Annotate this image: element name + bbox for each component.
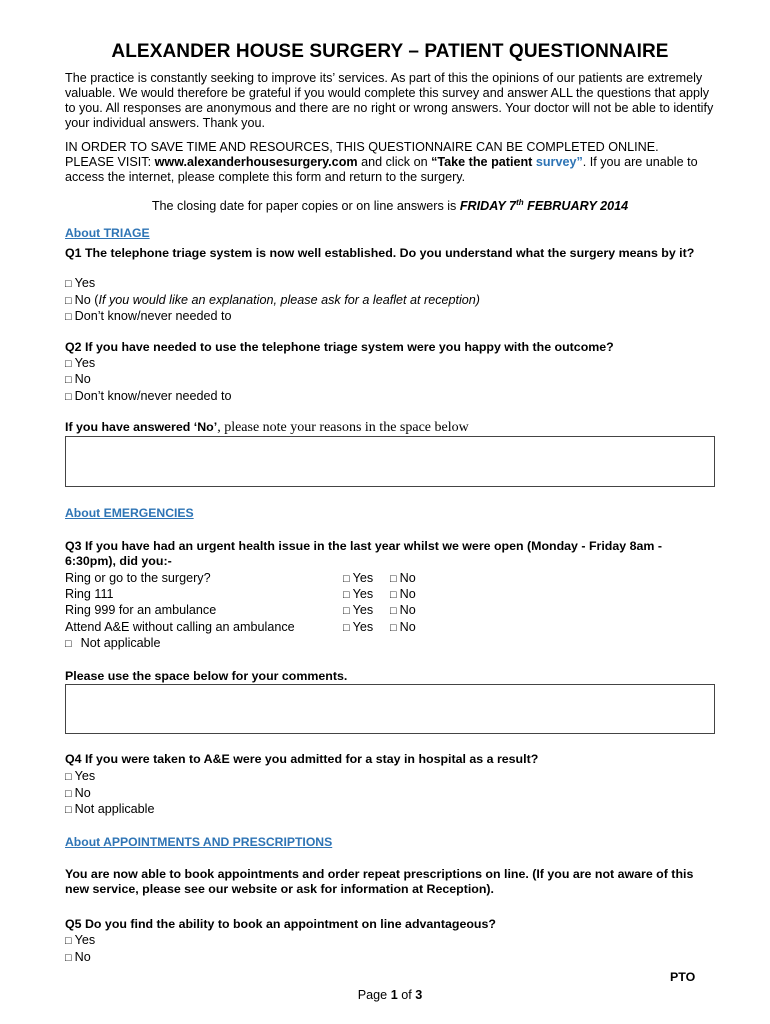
q1-question: Q1 The telephone triage system is now well established. Do you understand what the surgery means by it? xyxy=(65,246,695,260)
checkbox-icon[interactable]: □ xyxy=(390,605,397,617)
page-footer xyxy=(65,988,715,1002)
followup-bold: If you have answered ‘No’ xyxy=(65,420,218,434)
section-appointments: About APPOINTMENTS AND PRESCRIPTIONS xyxy=(65,835,333,849)
q1-option-yes[interactable] xyxy=(65,276,95,290)
q3-row-no[interactable] xyxy=(390,620,416,634)
online-rest-text: . If you are unable to access the internet, please complete this form and return to the surgery. xyxy=(65,155,698,184)
closing-day: FRIDAY 7 xyxy=(459,199,517,214)
yes-label: Yes xyxy=(352,620,374,634)
q3-row-no[interactable] xyxy=(390,571,416,585)
q3-question: Q3 If you have had an urgent health issue in the last year whilst we were open (Monday - Friday 8am - 6:30pm), did you:- xyxy=(65,539,662,568)
click-on-text: and click on xyxy=(357,155,432,169)
website-link[interactable]: www.alexanderhousesurgery.com xyxy=(154,155,358,169)
footer-of-word: of xyxy=(397,988,416,1002)
checkbox-icon[interactable]: □ xyxy=(390,622,397,634)
q3-row-label: Ring 111 xyxy=(65,587,114,601)
q3-row-no[interactable] xyxy=(390,603,416,617)
checkbox-icon[interactable]: □ xyxy=(390,573,397,585)
q5-option-yes[interactable] xyxy=(65,933,95,947)
checkbox-icon[interactable]: □ xyxy=(65,374,72,386)
checkbox-icon[interactable]: □ xyxy=(65,311,72,323)
option-label: Not applicable xyxy=(80,636,161,650)
closing-date xyxy=(65,198,715,213)
option-label: Yes xyxy=(74,769,96,783)
option-label: No ( xyxy=(74,293,99,307)
closing-sup: th xyxy=(516,198,524,207)
checkbox-icon[interactable]: □ xyxy=(65,295,72,307)
checkbox-icon[interactable]: □ xyxy=(343,605,350,617)
appointments-note: You are now able to book appointments and order repeat prescriptions on line. (If you are not aware of this new service, please see our website or ask for information at Reception). xyxy=(65,867,694,896)
option-label: Don’t know/never needed to xyxy=(74,309,232,323)
footer-page-word: Page xyxy=(357,988,391,1002)
checkbox-icon[interactable]: □ xyxy=(343,589,350,601)
q2-option-dontknow[interactable] xyxy=(65,389,231,403)
section-emergencies: About EMERGENCIES xyxy=(65,506,194,520)
option-label: No xyxy=(74,372,91,386)
page-title: ALEXANDER HOUSE SURGERY – PATIENT QUESTIONNAIRE xyxy=(111,41,669,62)
q4-option-no[interactable] xyxy=(65,786,91,800)
no-label: No xyxy=(399,587,416,601)
checkbox-icon[interactable]: □ xyxy=(65,391,72,403)
checkbox-icon[interactable]: □ xyxy=(65,788,72,800)
option-label: No xyxy=(74,950,91,964)
yes-label: Yes xyxy=(352,587,374,601)
comments-textarea[interactable] xyxy=(65,684,715,734)
no-label: No xyxy=(399,571,416,585)
q3-row-yes[interactable] xyxy=(343,620,373,634)
pto-label: PTO xyxy=(670,970,696,984)
option-label: Yes xyxy=(74,276,96,290)
q2-option-yes[interactable] xyxy=(65,356,95,370)
checkbox-icon[interactable]: □ xyxy=(65,278,72,290)
checkbox-icon[interactable]: □ xyxy=(65,638,72,650)
checkbox-icon[interactable]: □ xyxy=(65,952,72,964)
q2-followup-label xyxy=(65,420,469,436)
option-label: Don’t know/never needed to xyxy=(74,389,232,403)
q4-question: Q4 If you were taken to A&E were you admitted for a stay in hospital as a result? xyxy=(65,752,539,766)
option-label: Not applicable xyxy=(74,802,155,816)
yes-label: Yes xyxy=(352,603,374,617)
footer-page-total: 3 xyxy=(415,988,423,1002)
q3-row-no[interactable] xyxy=(390,587,416,601)
option-note-italic: If you would like an explanation, xyxy=(98,293,281,307)
comments-label: Please use the space below for your comments. xyxy=(65,669,348,683)
checkbox-icon[interactable]: □ xyxy=(343,622,350,634)
yes-label: Yes xyxy=(352,571,374,585)
q4-option-yes[interactable] xyxy=(65,769,95,783)
q2-reasons-textarea[interactable] xyxy=(65,436,715,487)
followup-rest: , please note your reasons in the space below xyxy=(217,420,469,435)
q3-row-label: Ring 999 for an ambulance xyxy=(65,603,217,617)
option-label: Yes xyxy=(74,933,96,947)
q1-option-dontknow[interactable] xyxy=(65,309,231,323)
option-label: Yes xyxy=(74,356,96,370)
checkbox-icon[interactable]: □ xyxy=(65,804,72,816)
option-label: No xyxy=(74,786,91,800)
survey-word: survey” xyxy=(535,155,583,169)
q3-row-yes[interactable] xyxy=(343,571,373,585)
checkbox-icon[interactable]: □ xyxy=(65,358,72,370)
closing-prefix: The closing date for paper copies or on line answers is xyxy=(151,199,460,214)
no-label: No xyxy=(399,620,416,634)
checkbox-icon[interactable]: □ xyxy=(65,771,72,783)
option-note-italic: please ask for a leaflet at reception) xyxy=(280,293,480,307)
footer-page-number: 1 xyxy=(390,988,398,1002)
q2-option-no[interactable] xyxy=(65,372,91,386)
q4-option-not-applicable[interactable] xyxy=(65,802,154,816)
checkbox-icon[interactable]: □ xyxy=(65,935,72,947)
intro-paragraph: The practice is constantly seeking to improve its’ services. As part of this the opinions of our patients are extremely valuable. We would therefore be grateful if you would complete this survey and answer ALL the questions that apply to you. All responses are anonymous and there are no right or wrong answers. Your doctor will not be able to identify your individual answers. Thank you. xyxy=(65,71,714,130)
q3-row-label: Ring or go to the surgery? xyxy=(65,571,211,585)
q3-row-yes[interactable] xyxy=(343,603,373,617)
q1-option-no[interactable] xyxy=(65,293,480,307)
q5-option-no[interactable] xyxy=(65,950,91,964)
q3-option-not-applicable[interactable] xyxy=(65,636,160,650)
checkbox-icon[interactable]: □ xyxy=(343,573,350,585)
take-survey-text: “Take the patient xyxy=(431,155,536,169)
q3-row-label: Attend A&E without calling an ambulance xyxy=(65,620,295,634)
please-visit-text: PLEASE VISIT: xyxy=(65,155,155,169)
checkbox-icon[interactable]: □ xyxy=(390,589,397,601)
online-line1: IN ORDER TO SAVE TIME AND RESOURCES, THIS QUESTIONNAIRE CAN BE COMPLETED ONLINE. xyxy=(65,140,659,154)
q2-question: Q2 If you have needed to use the telephone triage system were you happy with the outcome? xyxy=(65,340,614,354)
q3-row-yes[interactable] xyxy=(343,587,373,601)
q5-question: Q5 Do you find the ability to book an appointment on line advantageous? xyxy=(65,917,496,931)
online-instructions xyxy=(65,140,717,185)
section-triage: About TRIAGE xyxy=(65,226,150,240)
no-label: No xyxy=(399,603,416,617)
closing-date-rest: FEBRUARY 2014 xyxy=(523,199,629,214)
